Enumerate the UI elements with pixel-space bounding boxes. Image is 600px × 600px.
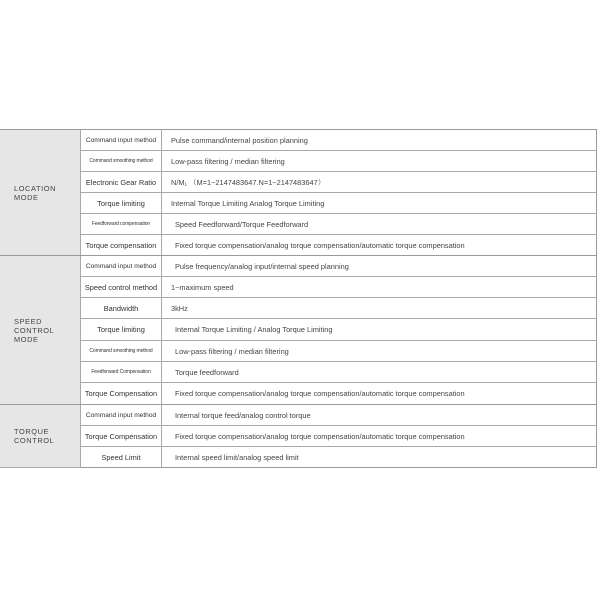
param-label: Command input method — [81, 405, 162, 426]
spec-table — [0, 129, 597, 468]
param-value: Low-pass filtering / median filtering — [162, 151, 597, 172]
param-label: Speed control method — [81, 277, 162, 298]
table-row — [0, 151, 597, 172]
param-label: Command input method — [81, 130, 162, 151]
param-value: Pulse frequency/analog input/internal speed planning — [162, 256, 597, 277]
param-value: Low-pass filtering / median filtering — [162, 341, 597, 362]
table-row — [0, 172, 597, 193]
table-row — [0, 405, 597, 426]
param-value: Fixed torque compensation/analog torque compensation/automatic torque compensation — [162, 383, 597, 405]
param-label: Bandwidth — [81, 298, 162, 319]
table-row — [0, 214, 597, 235]
section-title-torque-control — [0, 405, 81, 468]
param-value: Internal torque feed/analog control torque — [162, 405, 597, 426]
param-value: Pulse command/internal position planning — [162, 130, 597, 151]
param-label: Command smoothing method — [81, 151, 162, 172]
param-value: Speed Feedforward/Torque Feedforward — [162, 214, 597, 235]
param-value: Fixed torque compensation/analog torque compensation/automatic torque compensation — [162, 426, 597, 447]
table-row — [0, 319, 597, 341]
param-value: Internal Torque Limiting Analog Torque Limiting — [162, 193, 597, 214]
section-title-line: MODE — [14, 334, 39, 344]
param-label: Feedforward compensation — [81, 214, 162, 235]
section-title-line: CONTROL — [14, 436, 55, 445]
table-row — [0, 130, 597, 151]
param-label: Torque limiting — [81, 193, 162, 214]
table-row — [0, 447, 597, 468]
param-label: Electronic Gear Ratio — [81, 172, 162, 193]
section-title-line: SPEED — [14, 316, 43, 326]
table-row — [0, 383, 597, 405]
param-value: Internal speed limit/analog speed limit — [162, 447, 597, 468]
section-title-location-mode — [0, 130, 81, 256]
param-value: 3kHz — [162, 298, 597, 319]
param-label: Torque Compensation — [81, 383, 162, 405]
param-label: Command smoothing method — [81, 341, 162, 362]
param-value: Internal Torque Limiting / Analog Torque Limiting — [162, 319, 597, 341]
param-label: Torque compensation — [81, 235, 162, 256]
param-label: Speed Limit — [81, 447, 162, 468]
table-row — [0, 426, 597, 447]
section-title-line: LOCATION — [14, 183, 57, 193]
param-label: Feedforward Compensation — [81, 362, 162, 383]
param-label: Torque limiting — [81, 319, 162, 341]
table-row — [0, 341, 597, 362]
table-row — [0, 256, 597, 277]
param-label: Torque Compensation — [81, 426, 162, 447]
table-row — [0, 277, 597, 298]
param-value: Torque feedforward — [162, 362, 597, 383]
table-row — [0, 193, 597, 214]
table-row — [0, 362, 597, 383]
param-value: N/M₁ （M=1~2147483647.N=1~2147483647） — [162, 172, 597, 193]
section-title-line: MODE — [14, 192, 39, 202]
param-value: Fixed torque compensation/analog torque compensation/automatic torque compensation — [162, 235, 597, 256]
param-value: 1~maximum speed — [162, 277, 597, 298]
param-label: Command input method — [81, 256, 162, 277]
section-title-line: TORQUE — [14, 427, 50, 436]
table-row — [0, 298, 597, 319]
section-title-speed-control-mode — [0, 256, 81, 405]
table-row — [0, 235, 597, 256]
section-title-line: CONTROL — [14, 325, 55, 335]
